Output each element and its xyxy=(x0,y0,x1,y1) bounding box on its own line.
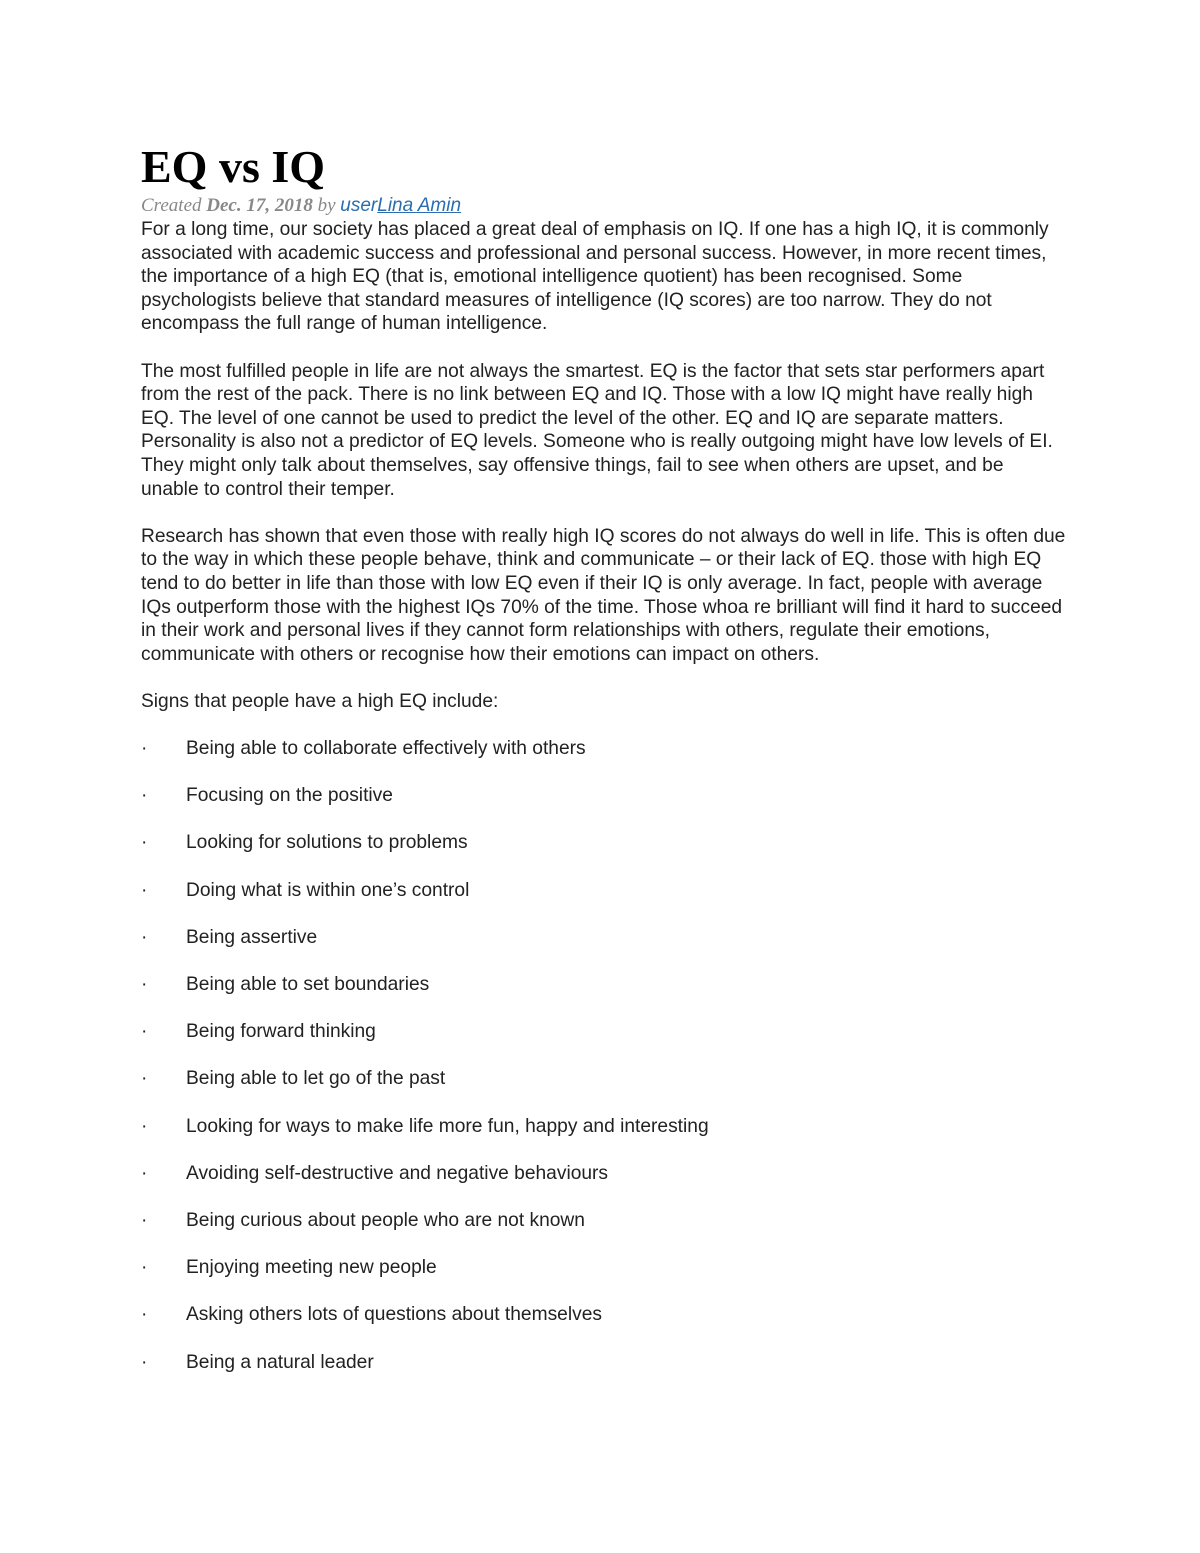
bullet-mark: · xyxy=(141,974,148,995)
bullet-mark: · xyxy=(141,1351,148,1373)
list-item-text: Avoiding self-destructive and negative behaviours xyxy=(186,1162,609,1184)
list-item xyxy=(141,1020,1066,1044)
list-item xyxy=(141,831,1066,855)
list-item xyxy=(141,1067,1066,1091)
paragraph: For a long time, our society has placed a great deal of emphasis on IQ. If one has a high IQ, it is commonly associated with academic success and professional and personal success. However, in more recent times, the importance of a high EQ (that is, emotional intelligence quotient) has been recognised. Some psychologists believe that standard measures of intelligence (IQ scores) are too narrow. They do not encompass the full range of human intelligence. xyxy=(141,219,1049,335)
bullet-mark: · xyxy=(141,738,148,760)
created-date: Dec. 17, 2018 xyxy=(206,195,313,216)
list-item-text: Enjoying meeting new people xyxy=(186,1257,437,1279)
byline xyxy=(141,194,1066,218)
bullet-mark: · xyxy=(141,1209,148,1231)
list-item-text: Being curious about people who are not known xyxy=(186,1209,585,1231)
author-link[interactable]: Lina Amin xyxy=(377,195,462,216)
list-item-text: Being able to collaborate effectively with others xyxy=(186,738,586,760)
list-item xyxy=(141,926,1066,950)
list-item-text: Being a natural leader xyxy=(186,1351,374,1373)
bullet-mark: · xyxy=(141,785,148,807)
by-label: by xyxy=(317,195,336,216)
list-item-text: Being able to let go of the past xyxy=(186,1068,446,1090)
list-item-text: Being able to set boundaries xyxy=(186,974,430,995)
bullet-mark: · xyxy=(141,879,148,901)
list-item xyxy=(141,1162,1066,1186)
bullet-mark: · xyxy=(141,832,148,854)
document-page xyxy=(141,140,1066,1398)
bullet-mark: · xyxy=(141,926,148,948)
bullet-mark: · xyxy=(141,1257,148,1279)
list-item xyxy=(141,973,1066,997)
bullet-mark: · xyxy=(141,1162,148,1184)
user-label: user xyxy=(340,195,378,216)
list-item xyxy=(141,737,1066,761)
bullet-mark: · xyxy=(141,1115,148,1137)
bullet-mark: · xyxy=(141,1304,148,1326)
list-item-text: Being forward thinking xyxy=(186,1021,376,1043)
list-item xyxy=(141,1351,1066,1375)
paragraph: Research has shown that even those with really high IQ scores do not always do well in life. This is often due to the way in which these people behave, think and communicate – or their lack of EQ. those with high EQ tend to do better in life than those with low EQ even if their IQ is only average. In fact, people with average IQs outperform those with the highest IQs 70% of the time. Those whoa re brilliant will find it hard to succeed in their work and personal lives if they cannot form relationships with others, regulate their emotions, communicate with others or recognise how their emotions can impact on others. xyxy=(141,525,1066,665)
list-item xyxy=(141,1209,1066,1233)
list-item xyxy=(141,784,1066,808)
document-title: EQ vs IQ xyxy=(141,141,326,192)
list-item xyxy=(141,1115,1066,1139)
list-item-text: Focusing on the positive xyxy=(186,785,393,807)
list-item-text: Doing what is within one’s control xyxy=(186,879,470,901)
list-item xyxy=(141,879,1066,903)
bullet-mark: · xyxy=(141,1068,148,1090)
list-item-text: Being assertive xyxy=(186,926,318,948)
list-item-text: Looking for solutions to problems xyxy=(186,832,468,854)
bullet-mark: · xyxy=(141,1021,148,1043)
article-body xyxy=(141,218,1066,1374)
list-item xyxy=(141,1303,1066,1327)
created-label: Created xyxy=(141,195,202,216)
list-item-text: Looking for ways to make life more fun, happy and interesting xyxy=(186,1115,709,1137)
paragraph: The most fulfilled people in life are not always the smartest. EQ is the factor that sets star performers apart from the rest of the pack. There is no link between EQ and IQ. Those with a low IQ might have really high EQ. The level of one cannot be used to predict the level of the other. EQ and IQ are separate matters. Personality is also not a predictor of EQ levels. Someone who is really outgoing might have low levels of EI. They might only talk about themselves, say offensive things, fail to see when others are upset, and be unable to control their temper. xyxy=(141,360,1053,500)
list-item-text: Asking others lots of questions about themselves xyxy=(186,1304,602,1326)
eq-signs-list xyxy=(141,737,1066,1374)
list-intro: Signs that people have a high EQ include: xyxy=(141,690,499,712)
list-item xyxy=(141,1256,1066,1280)
